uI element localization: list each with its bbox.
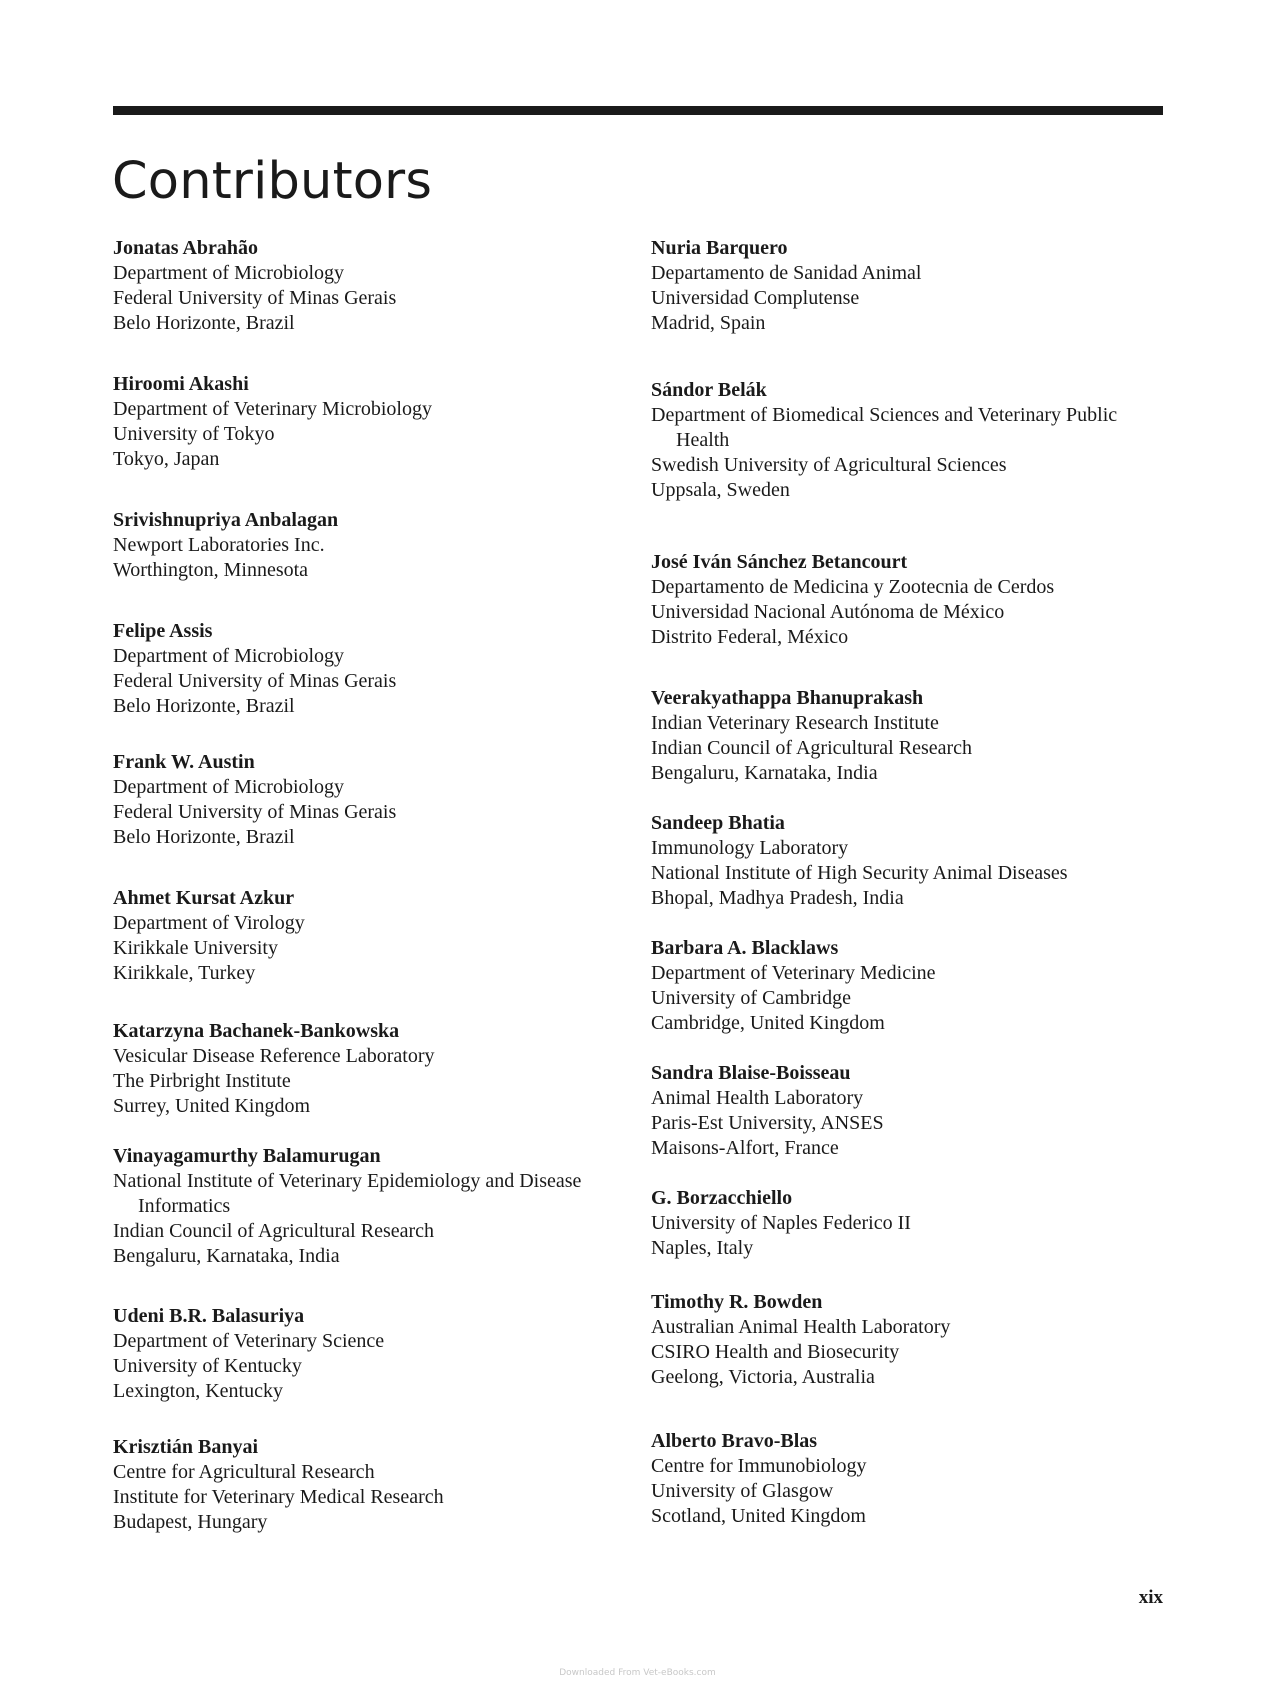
affiliation-line: Madrid, Spain [651,312,766,334]
contributor-name: Srivishnupriya Anbalagan [113,509,339,531]
affiliation-line: Naples, Italy [651,1237,754,1259]
contributor-name: Alberto Bravo-Blas [651,1430,818,1452]
contributor-name: Ahmet Kursat Azkur [113,887,295,909]
affiliation-line: Centre for Immunobiology [651,1455,867,1477]
affiliation-line: Belo Horizonte, Brazil [113,826,295,848]
contributor-name: Vinayagamurthy Balamurugan [113,1145,381,1167]
contributor-entry [113,886,633,986]
affiliation-line: Indian Council of Agricultural Research [113,1220,435,1242]
affiliation-line: University of Tokyo [113,423,275,445]
affiliation-line: Centre for Agricultural Research [113,1461,375,1483]
contributor-name: Timothy R. Bowden [651,1291,823,1313]
footer-watermark: Downloaded From Vet-eBooks.com [559,1668,716,1678]
contributor-entry [651,1061,1171,1161]
affiliation-line: Maisons-Alfort, France [651,1137,839,1159]
affiliation-line: Federal University of Minas Gerais [113,801,397,823]
affiliation-line: Tokyo, Japan [113,448,220,470]
contributor-entry [113,750,633,850]
affiliation-line: National Institute of Veterinary Epidemiology and Disease [113,1170,582,1192]
contributor-entry [113,372,633,472]
contributor-entry [651,1429,1171,1529]
affiliation-line: CSIRO Health and Biosecurity [651,1341,900,1363]
contributor-name: G. Borzacchiello [651,1187,793,1209]
affiliation-line: Belo Horizonte, Brazil [113,695,295,717]
affiliation-line: Department of Microbiology [113,776,345,798]
affiliation-line: Bengaluru, Karnataka, India [113,1245,340,1267]
contributor-entry [651,378,1171,503]
affiliation-line: Lexington, Kentucky [113,1380,283,1402]
affiliation-line: Federal University of Minas Gerais [113,670,397,692]
affiliation-line: The Pirbright Institute [113,1070,291,1092]
affiliation-line: Department of Veterinary Science [113,1330,385,1352]
affiliation-line: Kirikkale University [113,937,278,959]
affiliation-line: Bhopal, Madhya Pradesh, India [651,887,904,909]
affiliation-line: Kirikkale, Turkey [113,962,256,984]
affiliation-line: Indian Veterinary Research Institute [651,712,939,734]
affiliation-line: Departamento de Medicina y Zootecnia de Cerdos [651,576,1055,598]
affiliation-line: Cambridge, United Kingdom [651,1012,885,1034]
affiliation-line: National Institute of High Security Animal Diseases [651,862,1068,884]
contributor-entry [113,1435,633,1535]
top-rule [113,106,1163,115]
affiliation-line: Worthington, Minnesota [113,559,309,581]
contributor-entry [113,1019,633,1119]
affiliation-line: Immunology Laboratory [651,837,849,859]
contributor-name: Jonatas Abrahão [113,237,259,259]
affiliation-line: University of Kentucky [113,1355,302,1377]
contributor-name: Krisztián Banyai [113,1436,259,1458]
affiliation-line: Departamento de Sanidad Animal [651,262,922,284]
contributor-name: Felipe Assis [113,620,213,642]
contributor-entry [651,811,1171,911]
affiliation-line: Department of Microbiology [113,645,345,667]
affiliation-line: Department of Biomedical Sciences and Veterinary Public [651,404,1118,426]
contributor-name: Frank W. Austin [113,751,255,773]
affiliation-line: Swedish University of Agricultural Sciences [651,454,1007,476]
contributor-entry [113,1144,633,1269]
affiliation-line: Newport Laboratories Inc. [113,534,325,556]
affiliation-line: Department of Veterinary Microbiology [113,398,432,420]
affiliation-line: Distrito Federal, México [651,626,849,648]
affiliation-line: Geelong, Victoria, Australia [651,1366,875,1388]
contributor-entry [113,508,633,583]
affiliation-line: University of Naples Federico II [651,1212,911,1234]
contributor-name: Nuria Barquero [651,237,788,259]
contributor-name: Sandra Blaise-Boisseau [651,1062,851,1084]
affiliation-line: Australian Animal Health Laboratory [651,1316,951,1338]
affiliation-line: Department of Microbiology [113,262,345,284]
contributor-entry [651,236,1171,336]
contributor-name: Hiroomi Akashi [113,373,249,395]
affiliation-line: Informatics [138,1195,231,1217]
affiliation-line: Scotland, United Kingdom [651,1505,866,1527]
affiliation-line: Surrey, United Kingdom [113,1095,311,1117]
contributor-entry [651,1186,1171,1261]
affiliation-line: Vesicular Disease Reference Laboratory [113,1045,435,1067]
contributor-name: Barbara A. Blacklaws [651,937,839,959]
affiliation-line: Bengaluru, Karnataka, India [651,762,878,784]
contributor-entry [113,236,633,336]
contributor-entry [113,1304,633,1404]
contributor-entry [651,686,1171,786]
affiliation-line: Uppsala, Sweden [651,479,790,501]
affiliation-line: Belo Horizonte, Brazil [113,312,295,334]
affiliation-line: Institute for Veterinary Medical Research [113,1486,444,1508]
affiliation-line: Department of Veterinary Medicine [651,962,936,984]
affiliation-line: Universidad Nacional Autónoma de México [651,601,1005,623]
page-title: Contributors [112,152,433,211]
affiliation-line: Universidad Complutense [651,287,860,309]
contributor-name: Sandeep Bhatia [651,812,785,834]
affiliation-line: Paris-Est University, ANSES [651,1112,884,1134]
contributor-name: Veerakyathappa Bhanuprakash [651,687,924,709]
affiliation-line: Animal Health Laboratory [651,1087,864,1109]
contributor-name: Katarzyna Bachanek-Bankowska [113,1020,400,1042]
affiliation-line: Federal University of Minas Gerais [113,287,397,309]
contributor-entry [113,619,633,719]
affiliation-line: Department of Virology [113,912,305,934]
contributor-entry [651,936,1171,1036]
contributor-name: Udeni B.R. Balasuriya [113,1305,305,1327]
page-number: xix [1138,1587,1163,1608]
affiliation-line: Health [676,429,730,451]
affiliation-line: University of Cambridge [651,987,851,1009]
contributor-entry [651,1290,1171,1390]
contributor-entry [651,550,1171,650]
contributor-name: Sándor Belák [651,379,767,401]
affiliation-line: University of Glasgow [651,1480,834,1502]
affiliation-line: Budapest, Hungary [113,1511,268,1533]
affiliation-line: Indian Council of Agricultural Research [651,737,973,759]
contributor-name: José Iván Sánchez Betancourt [651,551,908,573]
